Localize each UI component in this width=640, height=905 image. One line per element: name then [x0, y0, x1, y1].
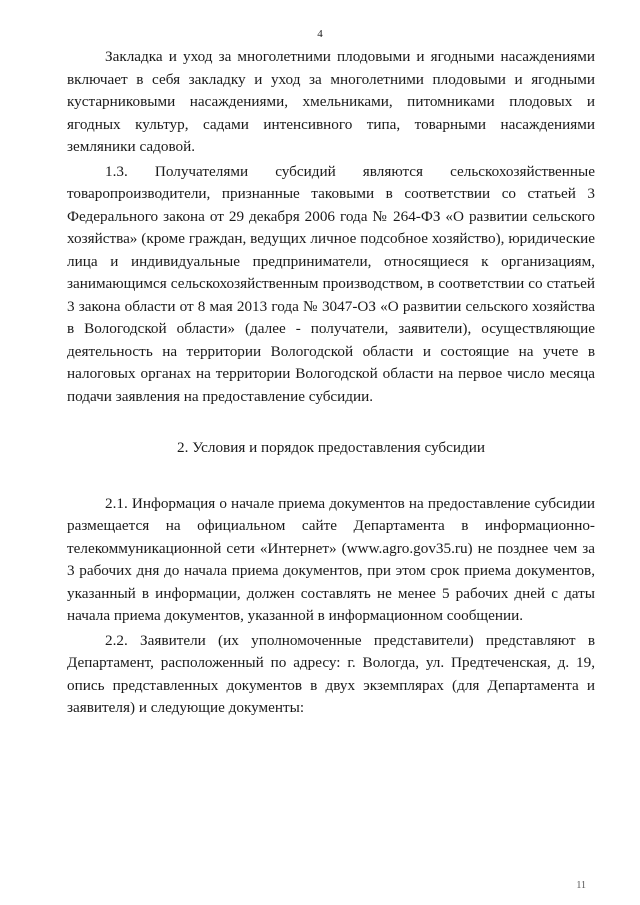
paragraph-planting-care: Закладка и уход за многолетними плодовыми и ягодными насаждениями включает в себя закладку и уход за многолетними плодовыми и ягодными кустарниковыми насаждениями, хмельниками, питомниками плодовых и ягодных культур, садами интенсивного типа, товарными насаждениями земляники садовой.	[67, 48, 595, 155]
section-heading-2: 2. Условия и порядок предоставления субсидии	[177, 439, 485, 456]
paragraph-2-1-information: 2.1. Информация о начале приема документов на предоставление субсидии размещается на официальном сайте Департамента в информационно-телекоммуникационной сети «Интернет» (www.agro.gov35.ru) не позднее чем за 3 рабочих дня до начала приема документов, при этом срок приема документов, указанный в информации, должен составлять не менее 5 рабочих дней с даты начала приема документов, указанной в информационном сообщении.	[67, 494, 595, 624]
document-body	[67, 46, 595, 720]
footer-mark: 11	[576, 880, 586, 891]
paragraph-2-2-applicants: 2.2. Заявители (их уполномоченные представители) представляют в Департамент, расположенный по адресу: г. Вологда, ул. Предтеченская, д. 19, опись представленных документов в двух экземплярах (для Департамента и заявителя) и следующие документы:	[67, 631, 595, 716]
paragraph-1-3-recipients: 1.3. Получателями субсидий являются сельскохозяйственные товаропроизводители, признанные таковыми в соответствии со статьей 3 Федерального закона от 29 декабря 2006 года № 264-ФЗ «О развитии сельского хозяйства» (кроме граждан, ведущих личное подсобное хозяйство), юридические лица и индивидуальные предприниматели, относящиеся к организациям, занимающимся сельскохозяйственным производством, в соответствии со статьей 3 закона области от 8 мая 2013 года № 3047-ОЗ «О развитии сельского хозяйства в Вологодской области» (далее - получатели, заявители), осуществляющие деятельность на территории Вологодской области и состоящие на учете в налоговых органах на территории Вологодской области на первое число месяца подачи заявления на предоставление субсидии.	[67, 162, 595, 405]
page-number: 4	[317, 28, 323, 40]
